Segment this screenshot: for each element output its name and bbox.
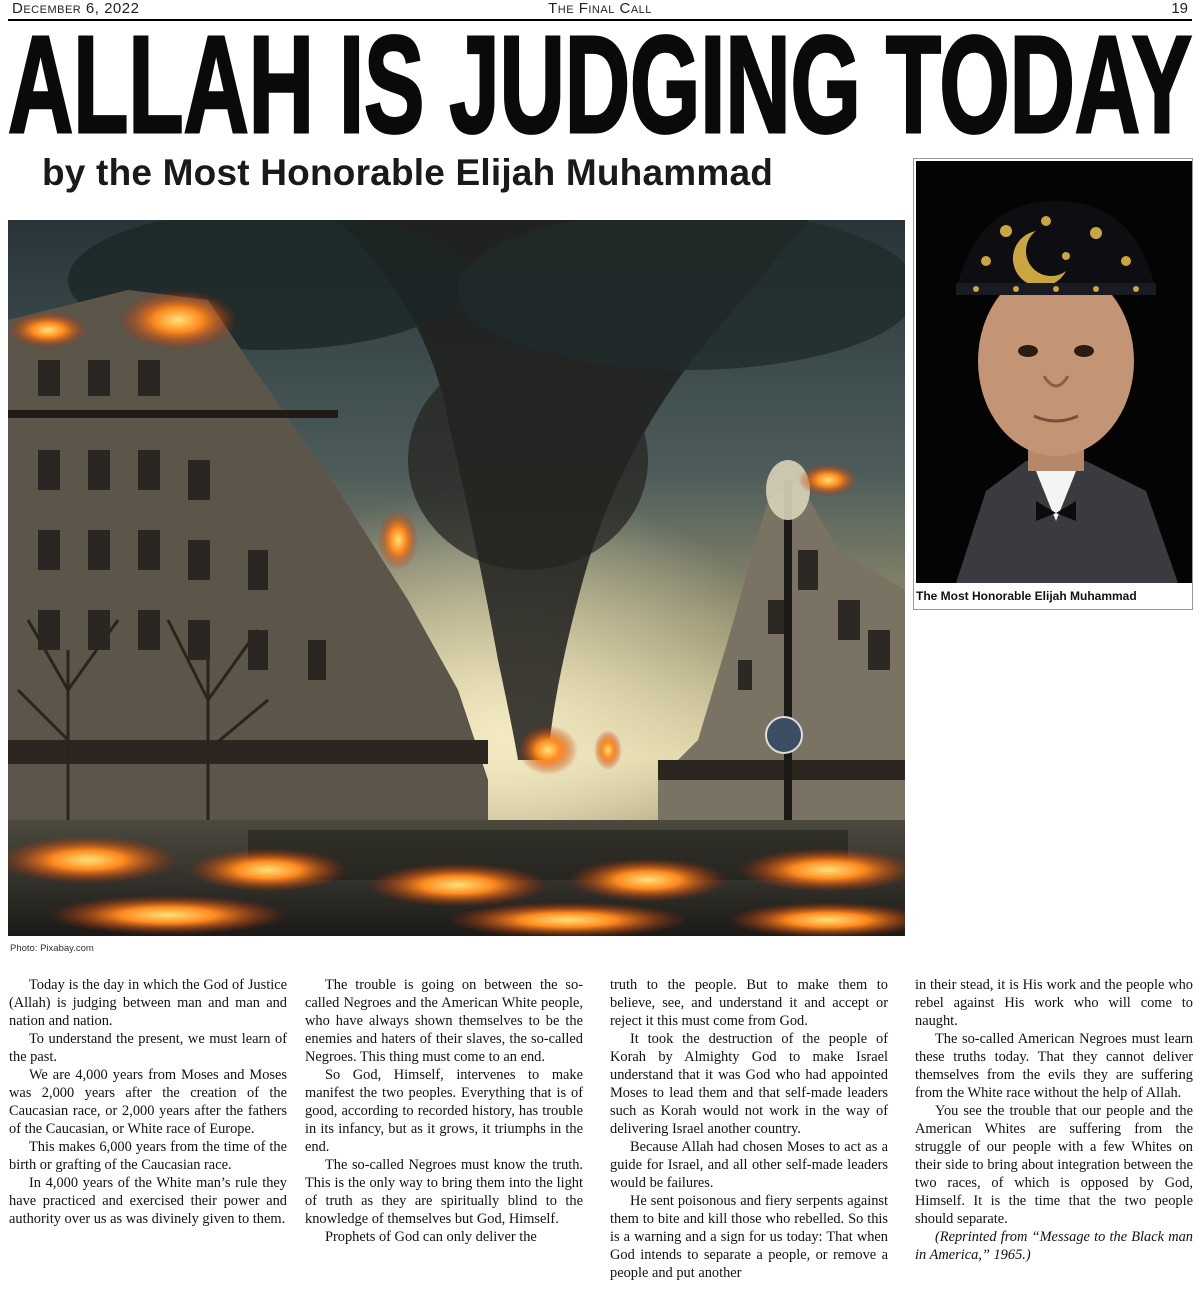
paragraph: Prophets of God can only deliver the [325,1229,537,1245]
headline-text: ALLAH IS JUDGING TODAY [8,24,1192,144]
issue-date: December 6, 2022 [12,0,140,17]
paragraph: To understand the present, we must learn of the past. [9,1031,287,1065]
article-column-4 [915,976,1193,1264]
newspaper-name: The Final Call [548,0,652,17]
folio-line [0,0,1200,18]
paragraph: So God, Himself, intervenes to make manifest the two peoples. Everything that is of good, according to recorded history, has trouble in its infancy, but as it grows, it triumphs in the end. [305,1067,583,1155]
paragraph: truth to the people. But to make them to believe, see, and understand it and accept or reject it this must come from God. [610,977,888,1029]
paragraph: This makes 6,000 years from the time of the birth or grafting of the Caucasian race. [9,1139,287,1173]
portrait-photo [916,161,1192,583]
article-column-2 [305,976,583,1246]
hero-photo [8,220,905,936]
article-column-1 [9,976,287,1228]
paragraph: Today is the day in which the God of Justice (Allah) is judging between man and man and nation and nation. [9,977,287,1029]
byline: by the Most Honorable Elijah Muhammad [42,152,774,193]
paragraph: In 4,000 years of the White man’s rule they have practiced and exercised their power and authority over us as was divinely given to them. [9,1175,287,1227]
article-body [0,976,1200,1292]
portrait-caption: The Most Honorable Elijah Muhammad [916,589,1137,603]
paragraph: We are 4,000 years from Moses and Moses was 2,000 years after the creation of the Caucasian race, or 2,000 years after the fathers of the Caucasian, or White race of Europe. [9,1067,287,1137]
paragraph: You see the trouble that our people and the American Whites are suffering from the struggle of our people with a few Whites on their side to bring about integration between the two races, of which is opposed by God, Himself. It is the time that the two people should separate. [915,1103,1193,1227]
article-column-3 [610,976,888,1282]
paragraph: Because Allah had chosen Moses to act as a guide for Israel, and all other self-made leaders would be failures. [610,1139,888,1191]
photo-credit: Photo: Pixabay.com [10,943,94,954]
page-number: 19 [1171,0,1188,17]
paragraph: He sent poisonous and fiery serpents against them to bite and kill those who rebelled. So this is a warning and a sign for us today: That when God intends to separate a people, or remove a people and put another [610,1193,888,1281]
folio-rule [8,19,1192,21]
paragraph: The so-called Negroes must know the truth. This is the only way to bring them into the light of truth as they are spiritually blind to the knowledge of themselves but God, Himself. [305,1157,583,1227]
paragraph: The trouble is going on between the so-called Negroes and the American White people, who have always shown themselves to be the enemies and haters of their slaves, the so-called Negroes. This thing must come to an end. [305,977,583,1065]
paragraph: The so-called American Negroes must learn these truths today. That they cannot deliver themselves from the evils they are suffering from the White race without the help of Allah. [915,1031,1193,1101]
portrait-frame [913,158,1193,610]
headline [0,24,1200,144]
paragraph: in their stead, it is His work and the people who rebel against His work who will come to naught. [915,977,1193,1029]
reprint-note: (Reprinted from “Message to the Black man in America,” 1965.) [915,1229,1193,1263]
paragraph: It took the destruction of the people of Korah by Almighty God to make Israel understand that it was God who had appointed Moses to lead them and that self-made leaders such as Korah would not work in the way of delivering Israel another country. [610,1031,888,1137]
